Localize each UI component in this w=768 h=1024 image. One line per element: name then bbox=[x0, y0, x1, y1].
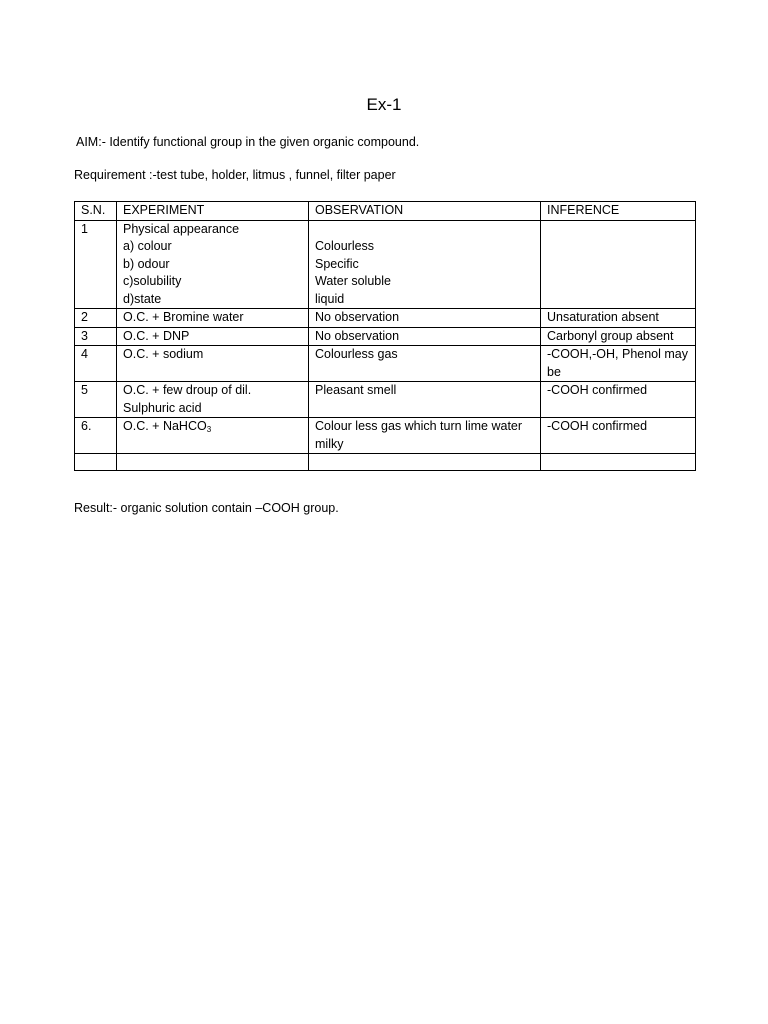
cell-sn: 5 bbox=[75, 382, 117, 418]
cell-observation: No observation bbox=[309, 309, 541, 328]
cell-inference: Unsaturation absent bbox=[541, 309, 696, 328]
requirement-text: Requirement :-test tube, holder, litmus , funnel, filter paper bbox=[74, 168, 396, 182]
observation-line: Specific bbox=[315, 256, 359, 271]
cell-experiment bbox=[117, 220, 309, 309]
header-experiment: EXPERIMENT bbox=[117, 202, 309, 221]
cell-sn: 4 bbox=[75, 346, 117, 382]
cell-inference: -COOH confirmed bbox=[541, 418, 696, 454]
cell-experiment: O.C. + few droup of dil. Sulphuric acid bbox=[117, 382, 309, 418]
cell-observation: Pleasant smell bbox=[309, 382, 541, 418]
header-sn: S.N. bbox=[75, 202, 117, 221]
cell-empty bbox=[309, 454, 541, 471]
cell-experiment: O.C. + Bromine water bbox=[117, 309, 309, 328]
experiment-line: d)state bbox=[123, 291, 162, 306]
table-row bbox=[75, 382, 696, 418]
experiment-line: c)solubility bbox=[123, 274, 182, 288]
table-header-row bbox=[75, 202, 696, 221]
cell-experiment: O.C. + sodium bbox=[117, 346, 309, 382]
cell-observation: Colour less gas which turn lime water milky bbox=[309, 418, 541, 454]
cell-observation: Colourless gas bbox=[309, 346, 541, 382]
observation-line: Colourless bbox=[315, 239, 375, 253]
cell-empty bbox=[75, 454, 117, 471]
result-text: Result:- organic solution contain –COOH group. bbox=[74, 501, 339, 515]
aim-text: AIM:- Identify functional group in the given organic compound. bbox=[76, 135, 420, 149]
cell-inference: Carbonyl group absent bbox=[541, 327, 696, 346]
header-inference: INFERENCE bbox=[541, 202, 696, 221]
table-row bbox=[75, 418, 696, 454]
cell-empty bbox=[117, 454, 309, 471]
table-row bbox=[75, 327, 696, 346]
cell-inference: -COOH,-OH, Phenol may be bbox=[541, 346, 696, 382]
experiment-line: Physical appearance bbox=[123, 221, 240, 236]
cell-observation bbox=[309, 220, 541, 309]
cell-experiment bbox=[117, 418, 309, 454]
experiment-line: a) colour bbox=[123, 239, 172, 253]
experiment-formula: O.C. + NaHCO bbox=[123, 419, 207, 433]
table-row bbox=[75, 220, 696, 309]
cell-sn: 6. bbox=[75, 418, 117, 454]
table-row-empty bbox=[75, 454, 696, 471]
cell-inference bbox=[541, 220, 696, 309]
table-row bbox=[75, 346, 696, 382]
cell-observation: No observation bbox=[309, 327, 541, 346]
page-title: Ex-1 bbox=[366, 95, 402, 114]
observation-table bbox=[74, 201, 696, 471]
cell-sn: 1 bbox=[75, 220, 117, 309]
observation-line: liquid bbox=[315, 291, 345, 306]
cell-experiment: O.C. + DNP bbox=[117, 327, 309, 346]
cell-sn: 3 bbox=[75, 327, 117, 346]
header-observation: OBSERVATION bbox=[309, 202, 541, 221]
cell-sn: 2 bbox=[75, 309, 117, 328]
cell-inference: -COOH confirmed bbox=[541, 382, 696, 418]
table-row bbox=[75, 309, 696, 328]
formula-subscript: 3 bbox=[206, 425, 212, 434]
experiment-line: b) odour bbox=[123, 256, 170, 271]
cell-empty bbox=[541, 454, 696, 471]
observation-line: Water soluble bbox=[315, 274, 391, 288]
